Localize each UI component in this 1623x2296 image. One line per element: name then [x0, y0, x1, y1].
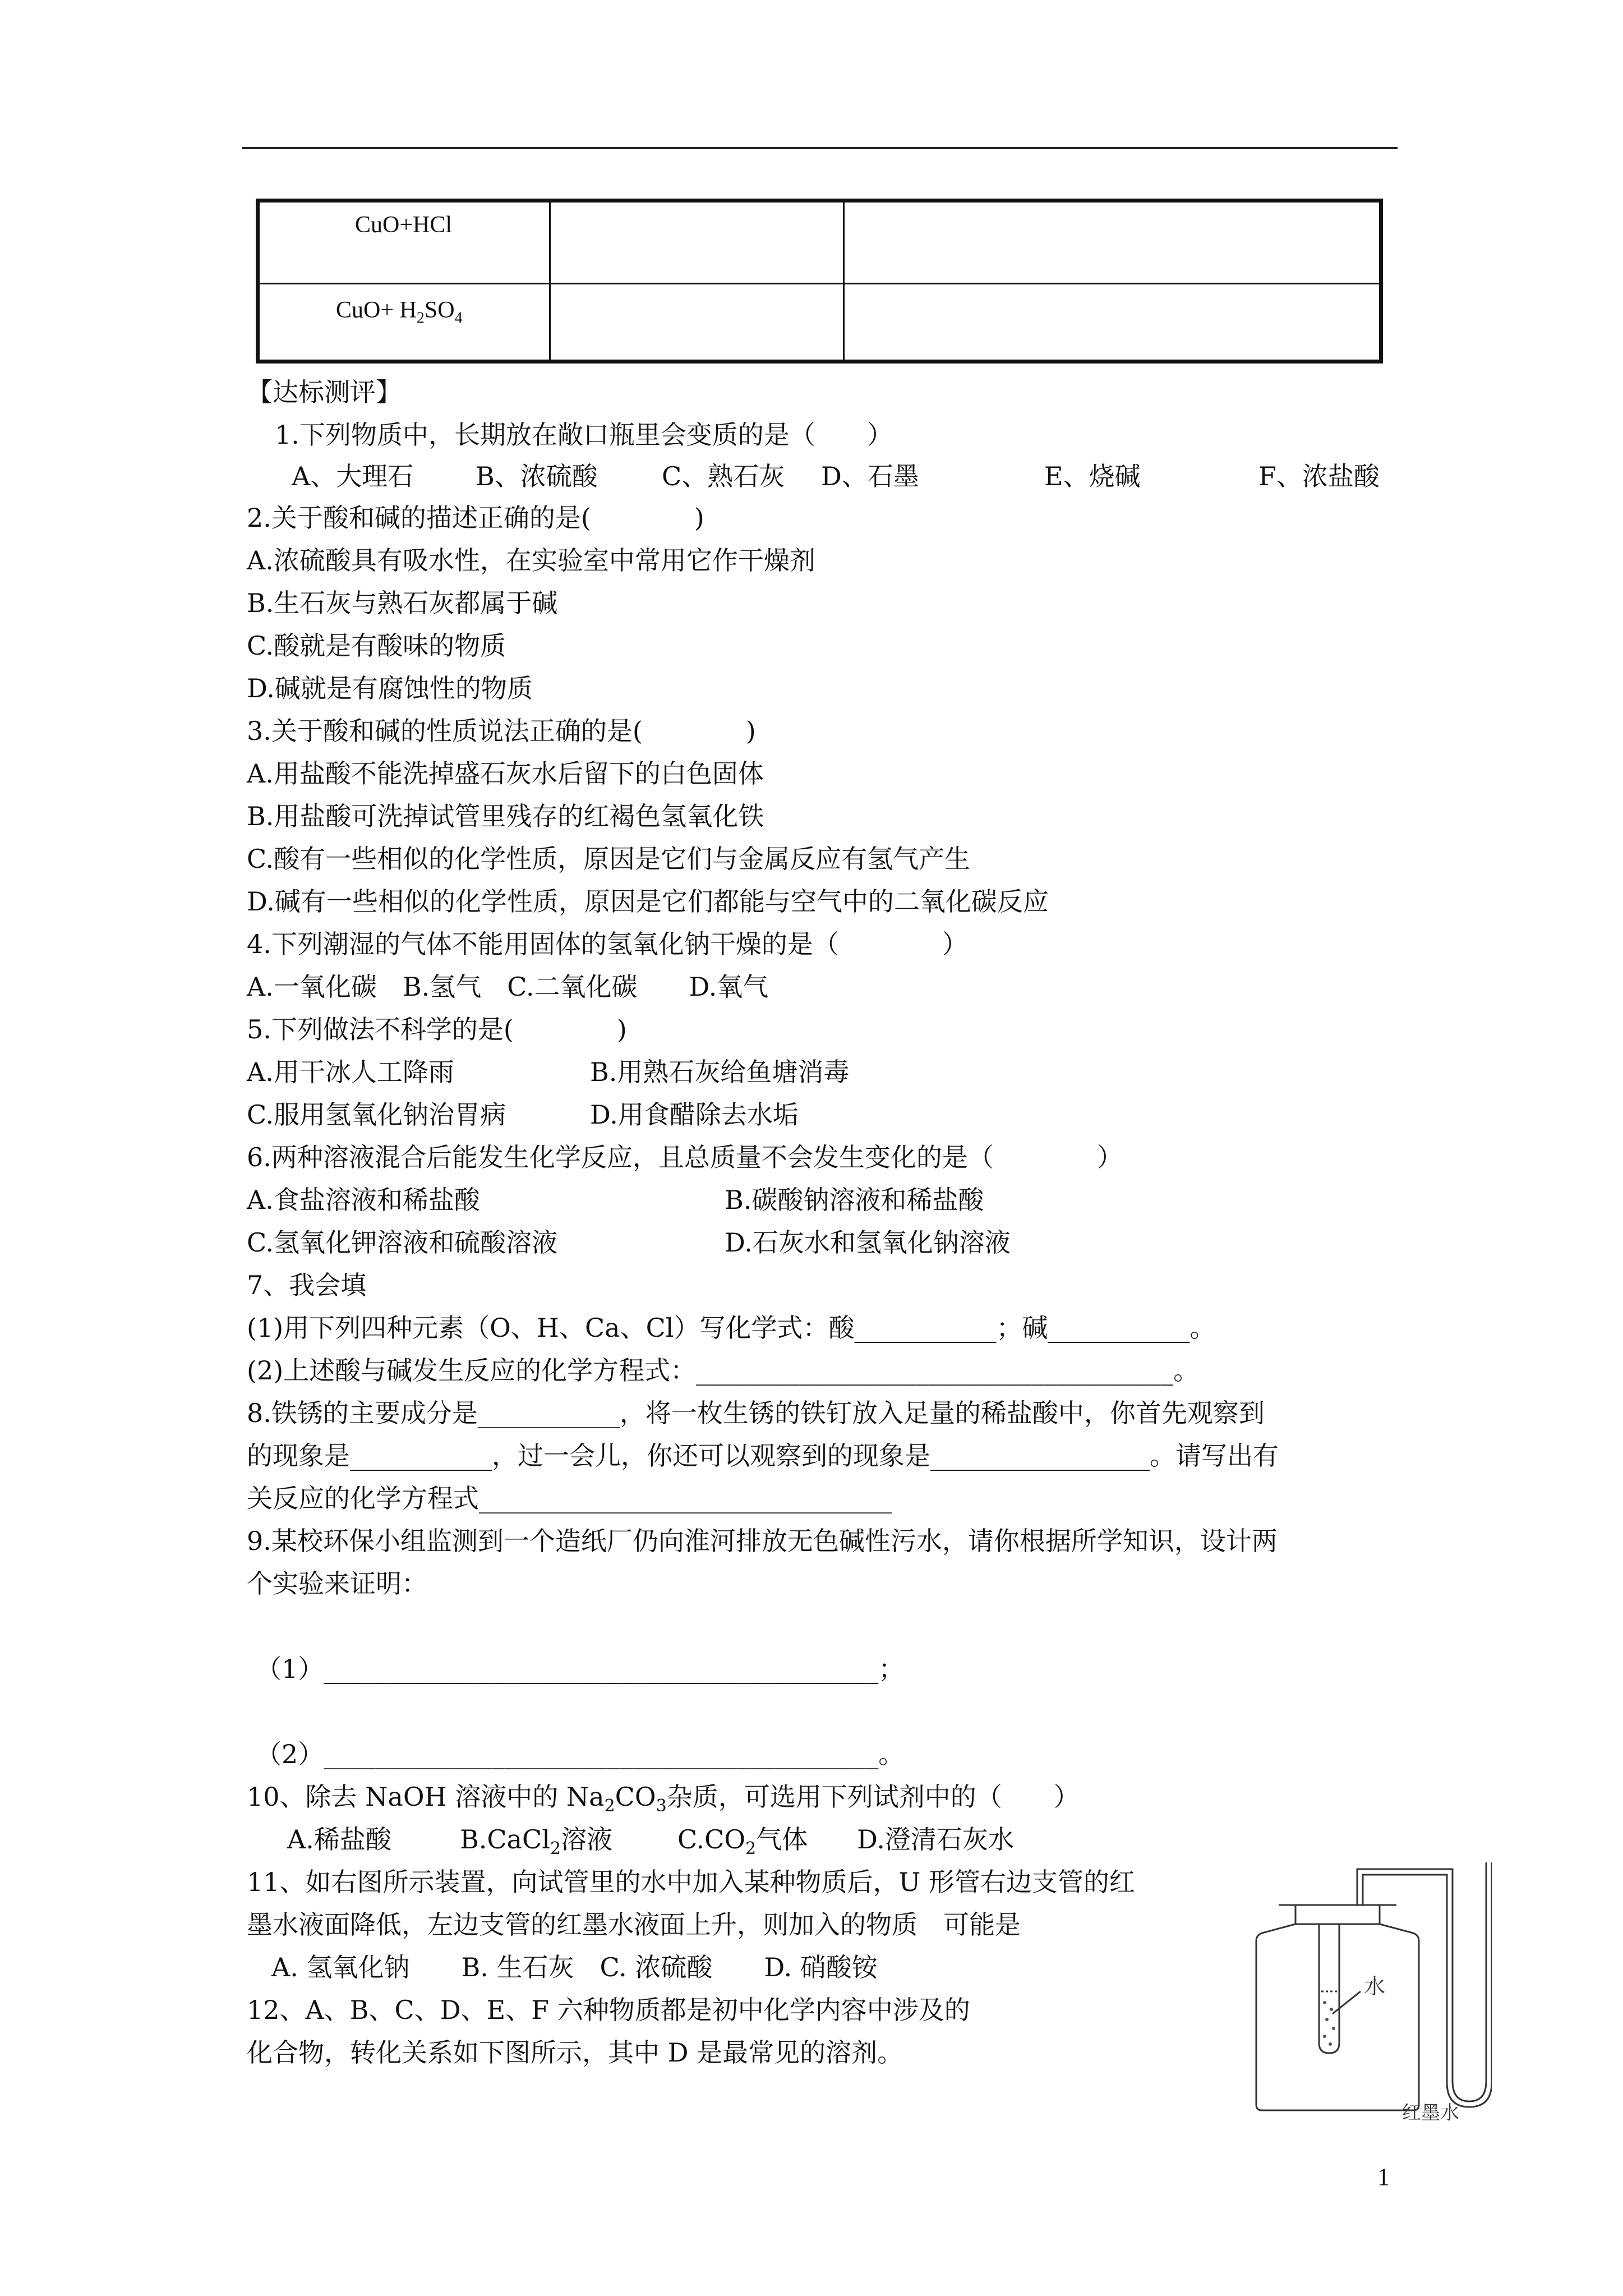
table-cell-reaction-1: CuO+HCl [355, 212, 453, 238]
q6-stem: 6.两种溶液混合后能发生化学反应，且总质量不会发生变化的是（ ） [247, 1142, 1123, 1172]
q5-option-d: D.用食醋除去水垢 [590, 1099, 799, 1130]
q3-stem: 3.关于酸和碱的性质说法正确的是( ) [247, 716, 756, 746]
q1-option-d: D、石墨 [821, 461, 919, 491]
q1-option-f: F、浓盐酸 [1258, 461, 1380, 491]
q2-stem: 2.关于酸和碱的描述正确的是( ) [247, 503, 704, 533]
q1-stem: 1.下列物质中，长期放在敞口瓶里会变质的是（ ） [275, 420, 893, 450]
table-column-divider [549, 203, 551, 360]
q3-option-d: D.碱有一些相似的化学性质，原因是它们都能与空气中的二氧化碳反应 [247, 886, 1049, 917]
q4-options: A.一氧化碳 B.氢气 C.二氧化碳 D.氧气 [247, 972, 769, 1002]
q3-option-c: C.酸有一些相似的化学性质，原因是它们与金属反应有氢气产生 [247, 844, 971, 874]
q7-part1: (1)用下列四种元素（O、H、Ca、Cl）写化学式：酸___________；碱___________。 [247, 1313, 1216, 1343]
q5-stem: 5.下列做法不科学的是( ) [247, 1014, 627, 1045]
q2-option-b: B.生石灰与熟石灰都属于碱 [247, 588, 558, 618]
q1-option-a: A、大理石 [292, 461, 414, 491]
q8-line3: 关反应的化学方程式________________________________ [247, 1483, 892, 1513]
q5-option-a: A.用干冰人工降雨 [247, 1057, 454, 1087]
q10-option-a: A.稀盐酸 [287, 1824, 391, 1855]
q7-stem: 7、我会填 [247, 1270, 367, 1300]
q6-option-b: B.碳酸钠溶液和稀盐酸 [725, 1185, 984, 1215]
q6-option-a: A.食盐溶液和稀盐酸 [247, 1185, 480, 1215]
apparatus-drawing [1234, 1851, 1492, 2120]
q10-option-c: $C.CO_2$气体 [677, 1824, 808, 1859]
u-tube-apparatus-figure [1234, 1851, 1492, 2120]
q5-option-b: B.用熟石灰给鱼塘消毒 [590, 1057, 850, 1087]
q4-stem: 4.下列潮湿的气体不能用固体的氢氧化钠干燥的是（ ） [247, 929, 968, 959]
q1-option-b: B、浓硫酸 [476, 461, 598, 491]
page-number: 1 [1377, 2163, 1390, 2191]
table-column-divider [843, 203, 845, 360]
header-rule [242, 147, 1398, 149]
q11-options: A. 氢氧化钠 B. 生石灰 C. 浓硫酸 D. 硝酸铵 [271, 1952, 878, 1982]
q9-blank2: （2）___________________________________________。 [256, 1739, 905, 1769]
q8-line2: 的现象是___________，过一会儿，你还可以观察到的现象是_________________。请写出有 [247, 1441, 1279, 1471]
q10-option-d: D.澄清石灰水 [857, 1824, 1014, 1855]
q9-blank1: （1）___________________________________________； [256, 1654, 905, 1684]
q9-line2: 个实验来证明： [247, 1568, 427, 1599]
table-row-divider [260, 283, 1379, 284]
q11-line1: 11、如右图所示装置，向试管里的水中加入某种物质后，U 形管右边支管的红 [247, 1867, 1135, 1897]
q10-stem: 10、除去 NaOH 溶液中的 $Na_2CO_3$杂质，可选用下列试剂中的（ ） [247, 1782, 1080, 1816]
reaction-table [256, 199, 1383, 364]
q5-option-c: C.服用氢氧化钠治胃病 [247, 1099, 506, 1130]
q8-line1: 8.铁锈的主要成分是___________，将一枚生锈的铁钉放入足量的稀盐酸中，你首先观察到 [247, 1398, 1265, 1428]
q1-option-c: C、熟石灰 [662, 461, 785, 491]
q1-option-e: E、烧碱 [1044, 461, 1141, 491]
q3-option-a: A.用盐酸不能洗掉盛石灰水后留下的白色固体 [247, 758, 764, 789]
q6-option-c: C.氢氧化钾溶液和硫酸溶液 [247, 1227, 558, 1258]
table-cell-reaction-2: $CuO+ H_2SO_4$ [336, 297, 463, 327]
figure-label-red-ink: 红墨水 [1402, 2102, 1459, 2120]
q6-option-d: D.石灰水和氢氧化钠溶液 [725, 1227, 1011, 1258]
q9-line1: 9.某校环保小组监测到一个造纸厂仍向淮河排放无色碱性污水，请你根据所学知识，设计两 [247, 1526, 1278, 1556]
q12-line1: 12、A、B、C、D、E、F 六种物质都是初中化学内容中涉及的 [247, 1995, 970, 2025]
q7-part2: (2)上述酸与碱发生反应的化学方程式：_____________________________________。 [247, 1355, 1200, 1386]
q3-option-b: B.用盐酸可洗掉试管里残存的红褐色氢氧化铁 [247, 801, 764, 831]
q2-option-c: C.酸就是有酸味的物质 [247, 631, 506, 661]
q2-option-a: A.浓硫酸具有吸水性，在实验室中常用它作干燥剂 [247, 545, 815, 576]
q11-line2: 墨水液面降低，左边支管的红墨水液面上升，则加入的物质 可能是 [247, 1910, 1021, 1940]
q12-line2: 化合物，转化关系如下图所示，其中 D 是最常见的溶剂。 [247, 2037, 903, 2068]
section-title: 【达标测评】 [247, 377, 402, 407]
q10-option-b: B.CaCl$_2$溶液 [460, 1824, 613, 1859]
q2-option-d: D.碱就是有腐蚀性的物质 [247, 673, 533, 703]
figure-label-water: 水 [1364, 1974, 1386, 1999]
